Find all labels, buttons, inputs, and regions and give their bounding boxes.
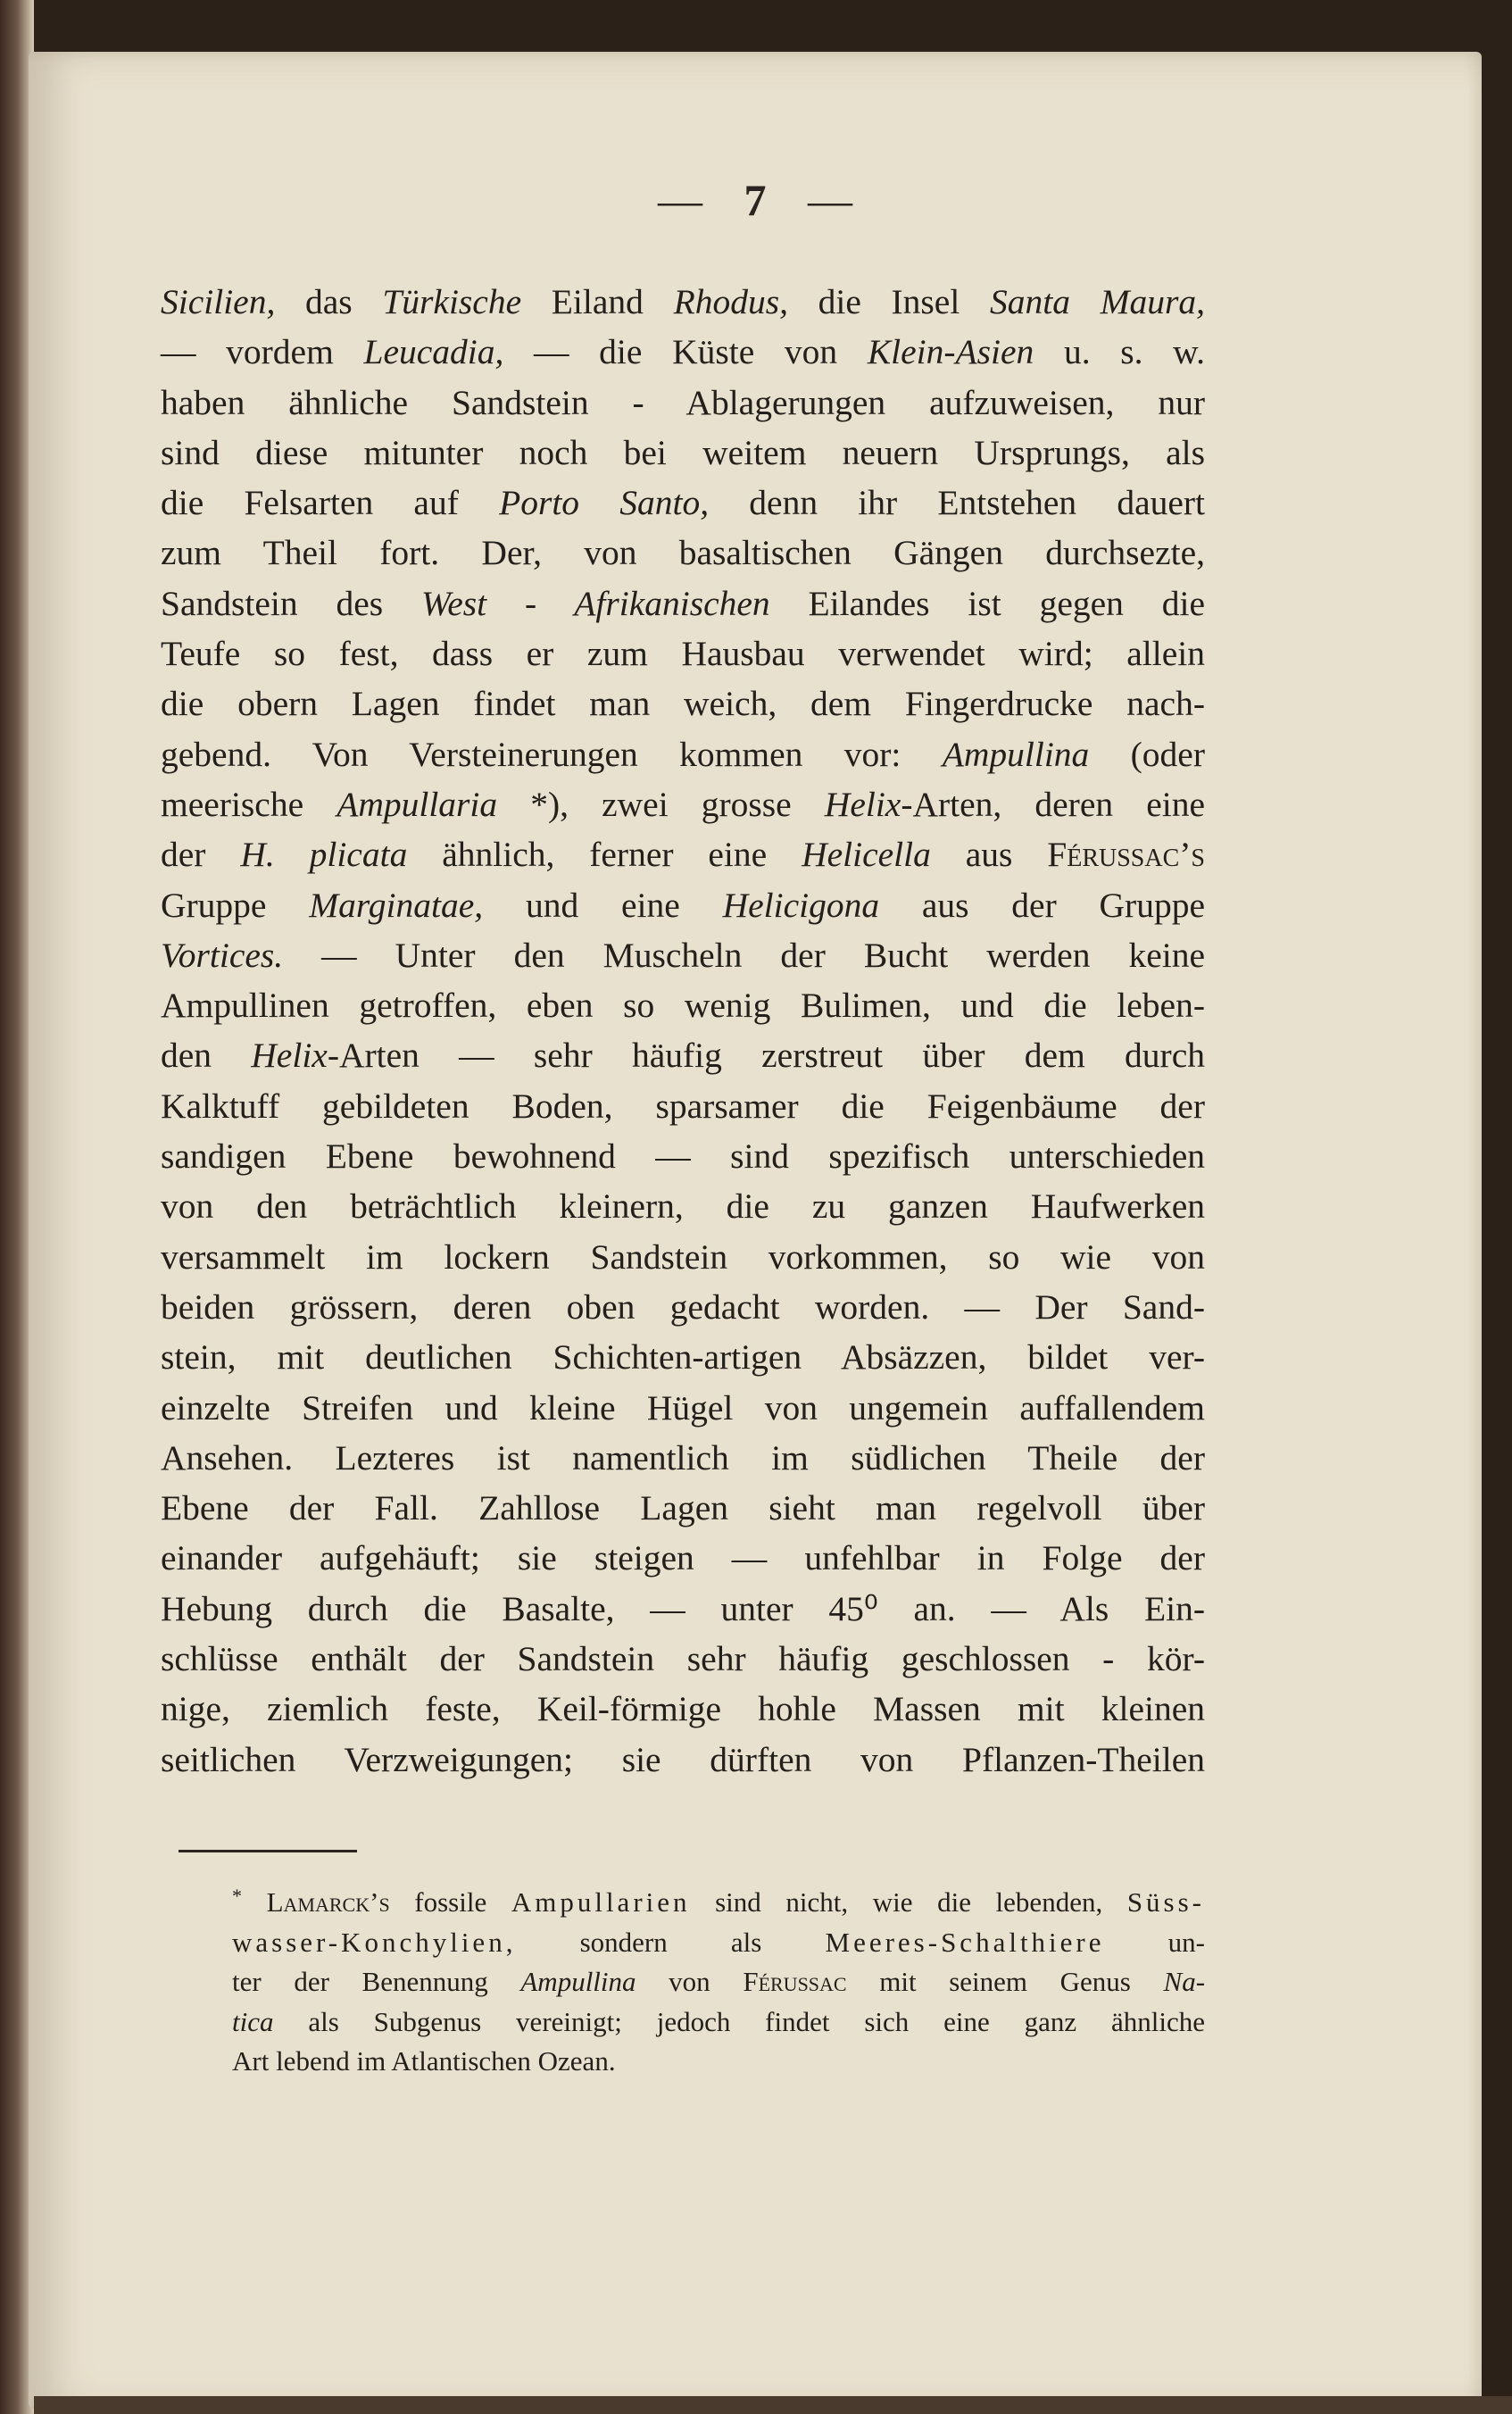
text-run: Meeres-Schalthiere [825, 1926, 1105, 1958]
page-number: 7 [744, 175, 768, 225]
italic-term: West - Afrikanischen [420, 583, 770, 623]
body-line [161, 779, 1205, 829]
italic-term: Klein-Asien [867, 332, 1034, 372]
text-run: denn ihr Entstehen dauert [709, 483, 1206, 523]
text-run: von den beträchtlich kleinern, die zu ganzen Haufwerken [161, 1186, 1205, 1227]
text-run: sind nicht, wie die lebenden, [690, 1886, 1127, 1918]
body-line [161, 1131, 1205, 1181]
italic-term: Ampullaria [336, 784, 498, 824]
body-line [161, 478, 1205, 528]
body-line [161, 528, 1205, 578]
text-run: sind diese mitunter noch bei weitem neuern Ursprungs, als [161, 432, 1205, 472]
text-run [242, 1886, 267, 1918]
body-line [161, 1433, 1205, 1483]
text-run: — vordem [161, 332, 364, 372]
body-line [161, 277, 1205, 327]
text-run: seitlichen Verzweigungen; sie dürften von Pflanzen-Theilen [161, 1739, 1205, 1779]
text-run: nige, ziemlich feste, Keil-förmige hohle Massen mit kleinen [161, 1689, 1205, 1729]
text-run: die Felsarten auf [161, 483, 500, 523]
text-run: Sandstein des [161, 583, 421, 623]
body-line [161, 1181, 1205, 1231]
text-run: un- [1104, 1926, 1205, 1958]
italic-term: H. plicata [240, 835, 408, 875]
text-run: Gruppe [161, 885, 310, 925]
body-line [161, 579, 1205, 628]
italic-term: Santa Maura, [989, 282, 1206, 321]
italic-term: Helicigona [722, 885, 880, 925]
text-run: der [161, 835, 241, 875]
text-run: Eiland [521, 282, 674, 321]
text-run: gebend. Von Versteinerungen kommen vor: [161, 734, 943, 774]
text-run: -Arten, deren eine [901, 784, 1205, 824]
text-run: (oder [1089, 734, 1205, 774]
text-run: fossile [389, 1886, 511, 1918]
footnote [232, 1877, 1205, 2082]
italic-term: Sicilien, [161, 282, 276, 321]
footnote-line [232, 1923, 1205, 1963]
text-run: Hebung durch die Basalte, — unter 45⁰ an. — Als Ein- [161, 1588, 1205, 1628]
body-line [161, 1684, 1205, 1734]
italic-term: Porto Santo, [499, 483, 710, 523]
body-line [161, 1584, 1205, 1634]
body-line [161, 729, 1205, 779]
text-run: ter der Benennung [232, 1966, 521, 1998]
text-run: von [636, 1966, 744, 1998]
text-run: *), zwei grosse [497, 784, 825, 824]
text-run: Art lebend im Atlantischen Ozean. [232, 2045, 616, 2077]
body-line [161, 1483, 1205, 1533]
body-line [161, 980, 1205, 1030]
page-bottom-edge [34, 2396, 1512, 2414]
text-run: haben ähnliche Sandstein - Ablagerungen aufzuweisen, nur [161, 382, 1205, 422]
footnote-line [232, 2002, 1205, 2043]
text-run: Teufe so fest, dass er zum Hausbau verwendet wird; allein [161, 634, 1205, 674]
text-run: die obern Lagen findet man weich, dem Fingerdrucke nach- [161, 684, 1205, 724]
text-run: * [232, 1885, 242, 1907]
body-line [161, 378, 1205, 428]
text-run: ähnlich, ferner eine [407, 835, 802, 875]
text-run: einander aufgehäuft; sie steigen — unfehlbar in Folge der [161, 1538, 1205, 1578]
text-run: mit seinem Genus [846, 1966, 1164, 1998]
text-run: Kalktuff gebildeten Boden, sparsamer die Feigenbäume der [161, 1086, 1205, 1126]
header-dash-left: — [658, 175, 704, 225]
body-text [161, 277, 1205, 1785]
text-run: Férussac’s [1047, 835, 1206, 875]
text-run: das [275, 282, 383, 321]
text-run: — Unter den Muscheln der Bucht werden keine [283, 935, 1205, 975]
text-run: Ansehen. Lezteres ist namentlich im südlichen Theile der [161, 1437, 1205, 1478]
text-run: als Subgenus vereinigt; jedoch findet sich eine ganz ähnliche [273, 2005, 1205, 2037]
text-run: die Insel [787, 282, 990, 321]
text-run: schlüsse enthält der Sandstein sehr häufig geschlossen - kör- [161, 1639, 1205, 1679]
text-run: einzelte Streifen und kleine Hügel von ungemein auffallendem [161, 1387, 1205, 1428]
footnote-line [232, 1877, 1205, 1923]
italic-term: Leucadia, [363, 332, 504, 372]
text-run: wasser-Konchylien, [232, 1926, 517, 1958]
text-run: zum Theil fort. Der, von basaltischen Gängen durchsezte, [161, 533, 1205, 573]
header-dash-right: — [808, 175, 854, 225]
body-line [161, 1232, 1205, 1282]
italic-term: Ampullina [520, 1966, 636, 1998]
text-run: Ebene der Fall. Zahllose Lagen sieht man regelvoll über [161, 1488, 1205, 1528]
text-run: -Arten — sehr häufig zerstreut über dem durch [327, 1036, 1205, 1076]
text-run: u. s. w. [1034, 332, 1205, 372]
text-run: Eilandes ist gegen die [769, 583, 1205, 623]
body-line [161, 1081, 1205, 1131]
text-run: meerische [161, 784, 337, 824]
body-line [161, 428, 1205, 478]
italic-term: Helix [824, 784, 901, 824]
text-run: Férussac [743, 1966, 847, 1998]
text-run: aus [930, 835, 1048, 875]
body-line [161, 1383, 1205, 1433]
italic-term: Türkische [382, 282, 522, 321]
body-line [161, 880, 1205, 930]
text-run: den [161, 1036, 252, 1076]
body-line [161, 678, 1205, 728]
text-run: und eine [483, 885, 723, 925]
footnote-line [232, 1962, 1205, 2002]
italic-term: Helicella [802, 835, 931, 875]
text-run: aus der Gruppe [879, 885, 1205, 925]
body-line [161, 1332, 1205, 1382]
text-run: stein, mit deutlichen Schichten-artigen Absäzzen, bildet ver- [161, 1337, 1205, 1378]
text-run: — die Küste von [503, 332, 868, 372]
text-run: Süss- [1126, 1886, 1206, 1918]
body-line [161, 327, 1205, 377]
body-line [161, 1634, 1205, 1684]
italic-term: Ampullina [942, 734, 1090, 774]
body-line [161, 930, 1205, 980]
italic-term: Marginatae, [309, 885, 484, 925]
italic-term: tica [232, 2005, 274, 2037]
body-line [161, 1030, 1205, 1080]
body-line [161, 1533, 1205, 1583]
text-run: Ampullinen getroffen, eben so wenig Bulimen, und die leben- [161, 986, 1205, 1026]
body-line [161, 829, 1205, 879]
italic-term: Vortices. [161, 935, 284, 975]
footnote-separator [179, 1850, 357, 1852]
text-run: Ampullarien [511, 1886, 691, 1918]
body-line [161, 1282, 1205, 1332]
italic-term: Helix [251, 1036, 328, 1076]
italic-term: Na- [1163, 1966, 1206, 1998]
text-run: beiden grössern, deren oben gedacht worden. — Der Sand- [161, 1286, 1205, 1327]
text-run: Lamarck’s [266, 1886, 390, 1918]
text-run: sandigen Ebene bewohnend — sind spezifisch unterschieden [161, 1136, 1205, 1177]
body-line [161, 628, 1205, 678]
text-run: versammelt im lockern Sandstein vorkommen, so wie von [161, 1236, 1205, 1277]
text-run: sondern als [516, 1926, 826, 1958]
body-line [161, 1735, 1205, 1785]
footnote-line [232, 2042, 1205, 2082]
italic-term: Rhodus, [673, 282, 788, 321]
page-header [0, 174, 1512, 226]
